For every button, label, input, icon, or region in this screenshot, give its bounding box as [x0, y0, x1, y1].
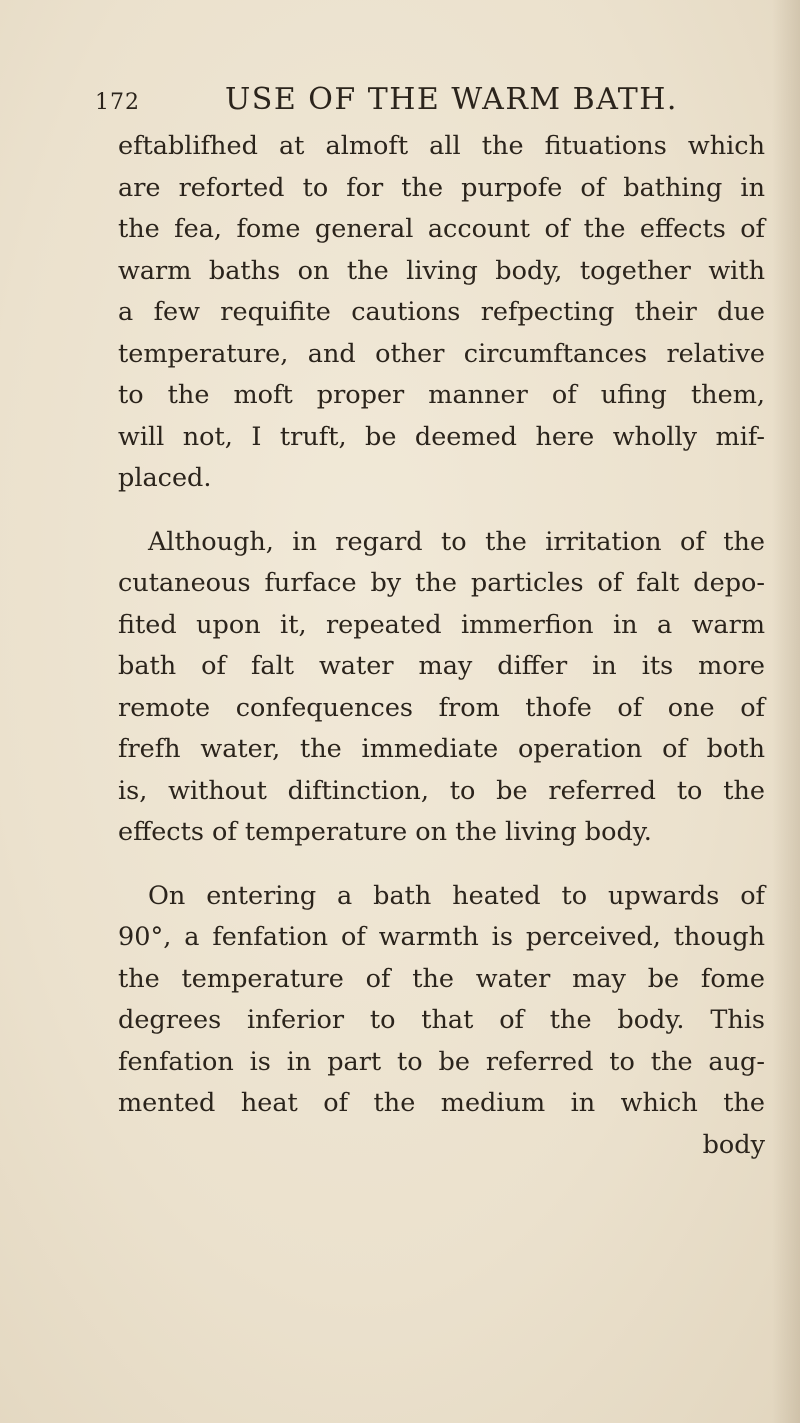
paragraph-1	[118, 126, 765, 500]
body-text	[118, 126, 765, 1166]
page-edge-shadow	[772, 0, 800, 1423]
text-line: effects of temperature on the living body.	[118, 817, 652, 847]
text-line: remote confequences from thofe of one of	[118, 692, 765, 723]
text-line: will not, I truft, be deemed here wholly mif-	[118, 421, 765, 452]
text-line: 90°, a fenfation of warmth is perceived, though	[118, 922, 765, 952]
text-line: bath of falt water may differ in its more	[118, 651, 765, 681]
page-header	[95, 80, 755, 124]
paragraph-2	[118, 522, 765, 854]
page-number: 172	[95, 90, 140, 115]
text-line: temperature, and other circumftances relative	[118, 338, 765, 369]
text-line: are reforted to for the purpofe of bathing in	[118, 172, 765, 203]
text-line: a few requifite cautions refpecting their due	[118, 297, 765, 327]
text-line: the fea, fome general account of the effects of	[118, 214, 765, 244]
paragraph-3	[118, 876, 765, 1167]
text-line: eftablifhed at almoft all the fituations which	[118, 131, 765, 161]
text-line: cutaneous furface by the particles of falt depo-	[118, 568, 765, 598]
text-line: the temperature of the water may be fome	[118, 963, 765, 994]
text-line: degrees inferior to that of the body. This	[118, 1005, 765, 1035]
text-line: On entering a bath heated to upwards of	[148, 880, 765, 911]
text-line: mented heat of the medium in which the	[118, 1088, 765, 1118]
text-line: to the moft proper manner of ufing them,	[118, 380, 765, 410]
text-line: is, without diftinction, to be referred to the	[118, 775, 765, 806]
paragraph-gap	[118, 500, 765, 522]
text-line: Although, in regard to the irritation of the	[148, 526, 765, 557]
text-line: fited upon it, repeated immerfion in a warm	[118, 609, 765, 640]
catchword: body	[702, 1129, 765, 1160]
paragraph-gap	[118, 854, 765, 876]
text-line: frefh water, the immediate operation of both	[118, 734, 765, 764]
text-line: fenfation is in part to be referred to the aug-	[118, 1046, 765, 1077]
text-line: warm baths on the living body, together with	[118, 255, 765, 286]
text-line: placed.	[118, 463, 212, 493]
running-head: USE OF THE WARM BATH.	[225, 82, 678, 117]
